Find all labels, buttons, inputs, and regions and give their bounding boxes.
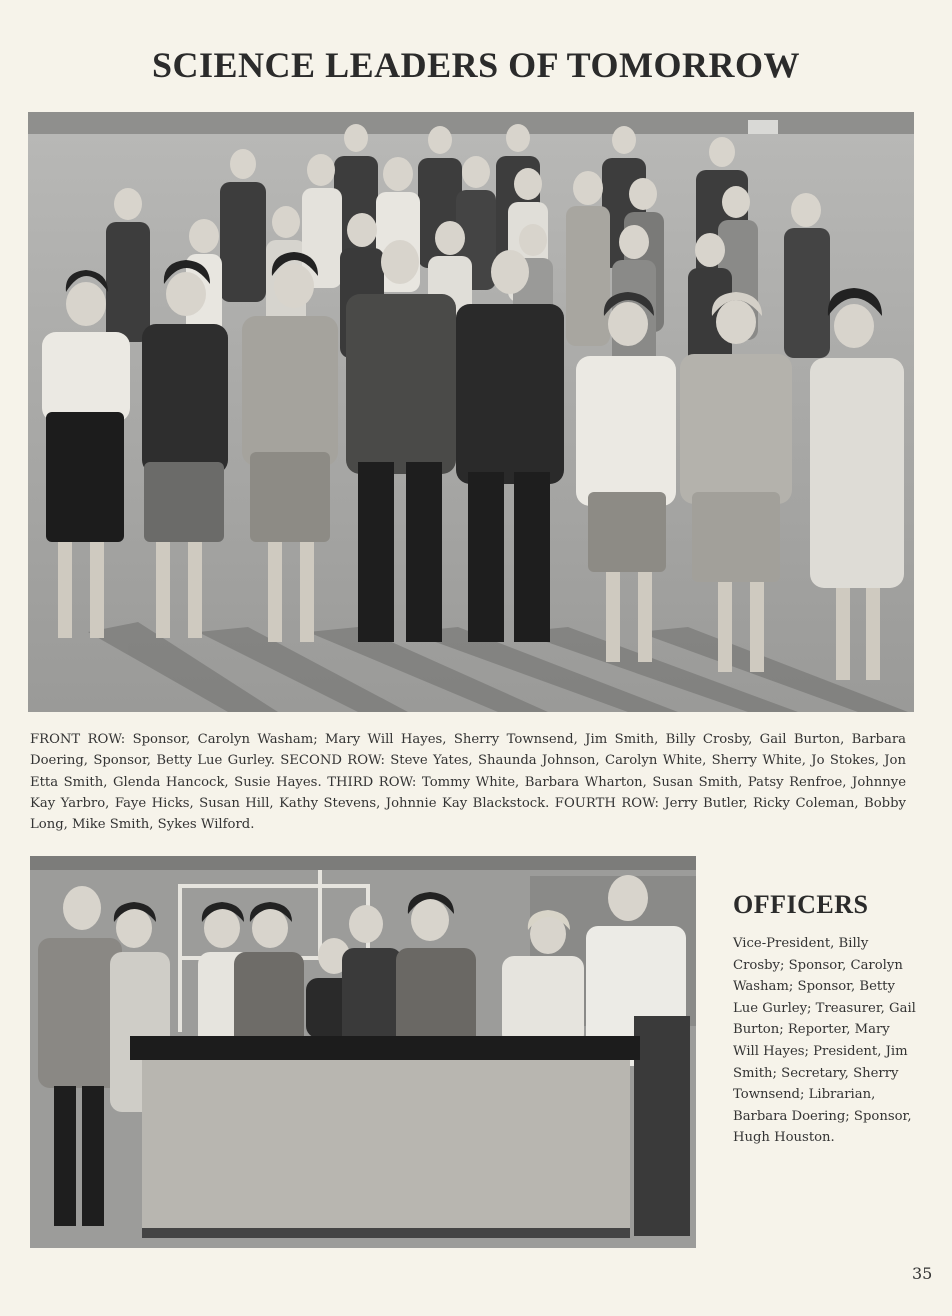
page-number: 35 bbox=[912, 1264, 933, 1283]
group-photo-image bbox=[28, 112, 914, 712]
page-title: SCIENCE LEADERS OF TOMORROW bbox=[152, 45, 800, 85]
officers-heading: OFFICERS bbox=[733, 890, 869, 919]
group-photo bbox=[28, 112, 914, 712]
officers-list: Vice-President, Billy Crosby; Sponsor, Carolyn Washam; Sponsor, Betty Lue Gurley; Treasurer, Gail Burton; Reporter, Mary Will Hayes; President, Jim Smith; Secretary, Sherry Townsend; Librarian, Barbara Doering; Sponsor, Hugh Houston. bbox=[733, 936, 916, 1146]
group-photo-caption: FRONT ROW: Sponsor, Carolyn Washam; Mary Will Hayes, Sherry Townsend, Jim Smith, Billy Crosby, Gail Burton, Barbara Doering, Sponsor, Betty Lue Gurley. SECOND ROW: Steve Yates, Shaunda Johnson, Carolyn White, Sherry White, Jo Stokes, Jon Etta Smith, Glenda Hancock, Susie Hayes. THIRD ROW: Tommy White, Barbara Wharton, Susan Smith, Patsy Renfroe, Johnnye Kay Yarbro, Faye Hicks, Susan Hill, Kathy Stevens, Johnnie Kay Blackstock. FOURTH ROW: Jerry Butler, Ricky Coleman, Bobby Long, Mike Smith, Sykes Wilford. bbox=[30, 732, 906, 833]
officers-photo-image bbox=[30, 856, 696, 1248]
officers-photo bbox=[30, 856, 696, 1248]
